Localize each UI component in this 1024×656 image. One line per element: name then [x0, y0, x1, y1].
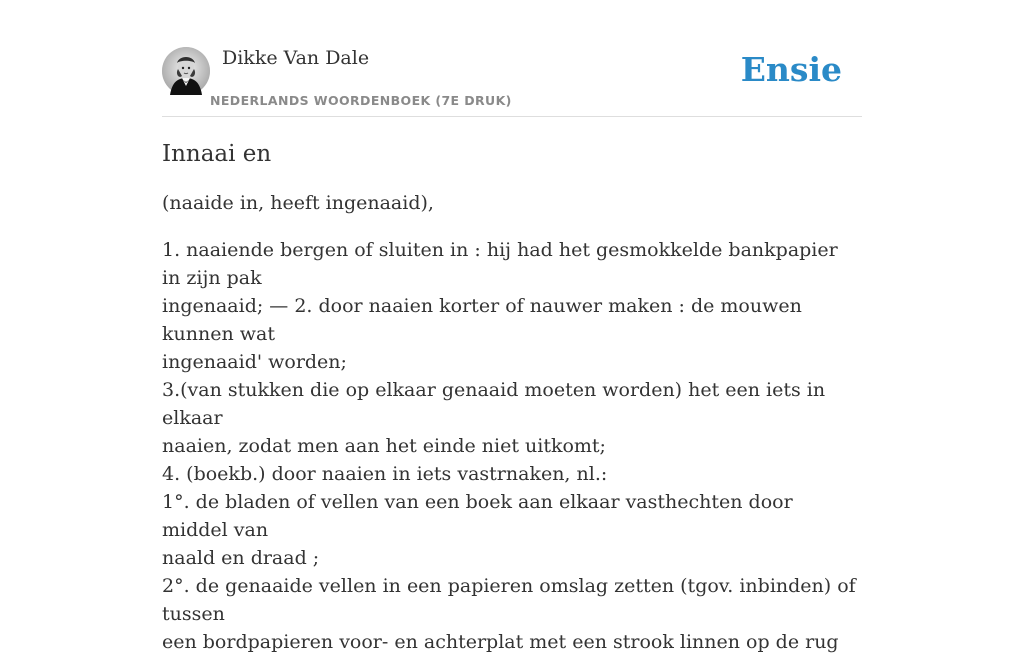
definition-line: ingenaaid' worden; [162, 351, 347, 373]
author-name[interactable]: Dikke Van Dale [222, 47, 370, 69]
definition-line: 2°. de genaaide vellen in een papieren omslag zetten (tgov. inbinden) of tussen [162, 575, 856, 625]
definition-line: 1. naaiende bergen of sluiten in : hij had het gesmokkelde bankpapier in zijn pak [162, 239, 838, 289]
definition-line: 3.(van stukken die op elkaar genaaid moeten worden) het een iets in elkaar [162, 379, 826, 429]
ensie-logo[interactable]: Ensie [740, 50, 842, 89]
definition-line: naald en draad ; [162, 547, 320, 569]
definition-line: ingenaaid; — 2. door naaien korter of nauwer maken : de mouwen kunnen wat [162, 295, 802, 345]
definition-line: 4. (boekb.) door naaien in iets vastrnaken, nl.: [162, 463, 608, 485]
entry-grammar: (naaide in, heeft ingenaaid), [162, 192, 434, 214]
dictionary-name[interactable]: NEDERLANDS WOORDENBOEK (7E DRUK) [210, 93, 512, 108]
entry-header [162, 42, 862, 117]
definition-line: 1°. de bladen of vellen van een boek aan elkaar vasthechten door middel van [162, 491, 793, 541]
entry-content [162, 136, 862, 656]
definition-line: een bordpapieren voor- en achterplat met een strook linnen op de rug [162, 631, 839, 653]
entry-title: Innaai en [162, 141, 272, 167]
definition-line: naaien, zodat men aan het einde niet uitkomt; [162, 435, 606, 457]
portrait-avatar-icon [162, 47, 210, 95]
entry-definition [162, 236, 862, 656]
portrait-avatar-icon [162, 47, 210, 95]
